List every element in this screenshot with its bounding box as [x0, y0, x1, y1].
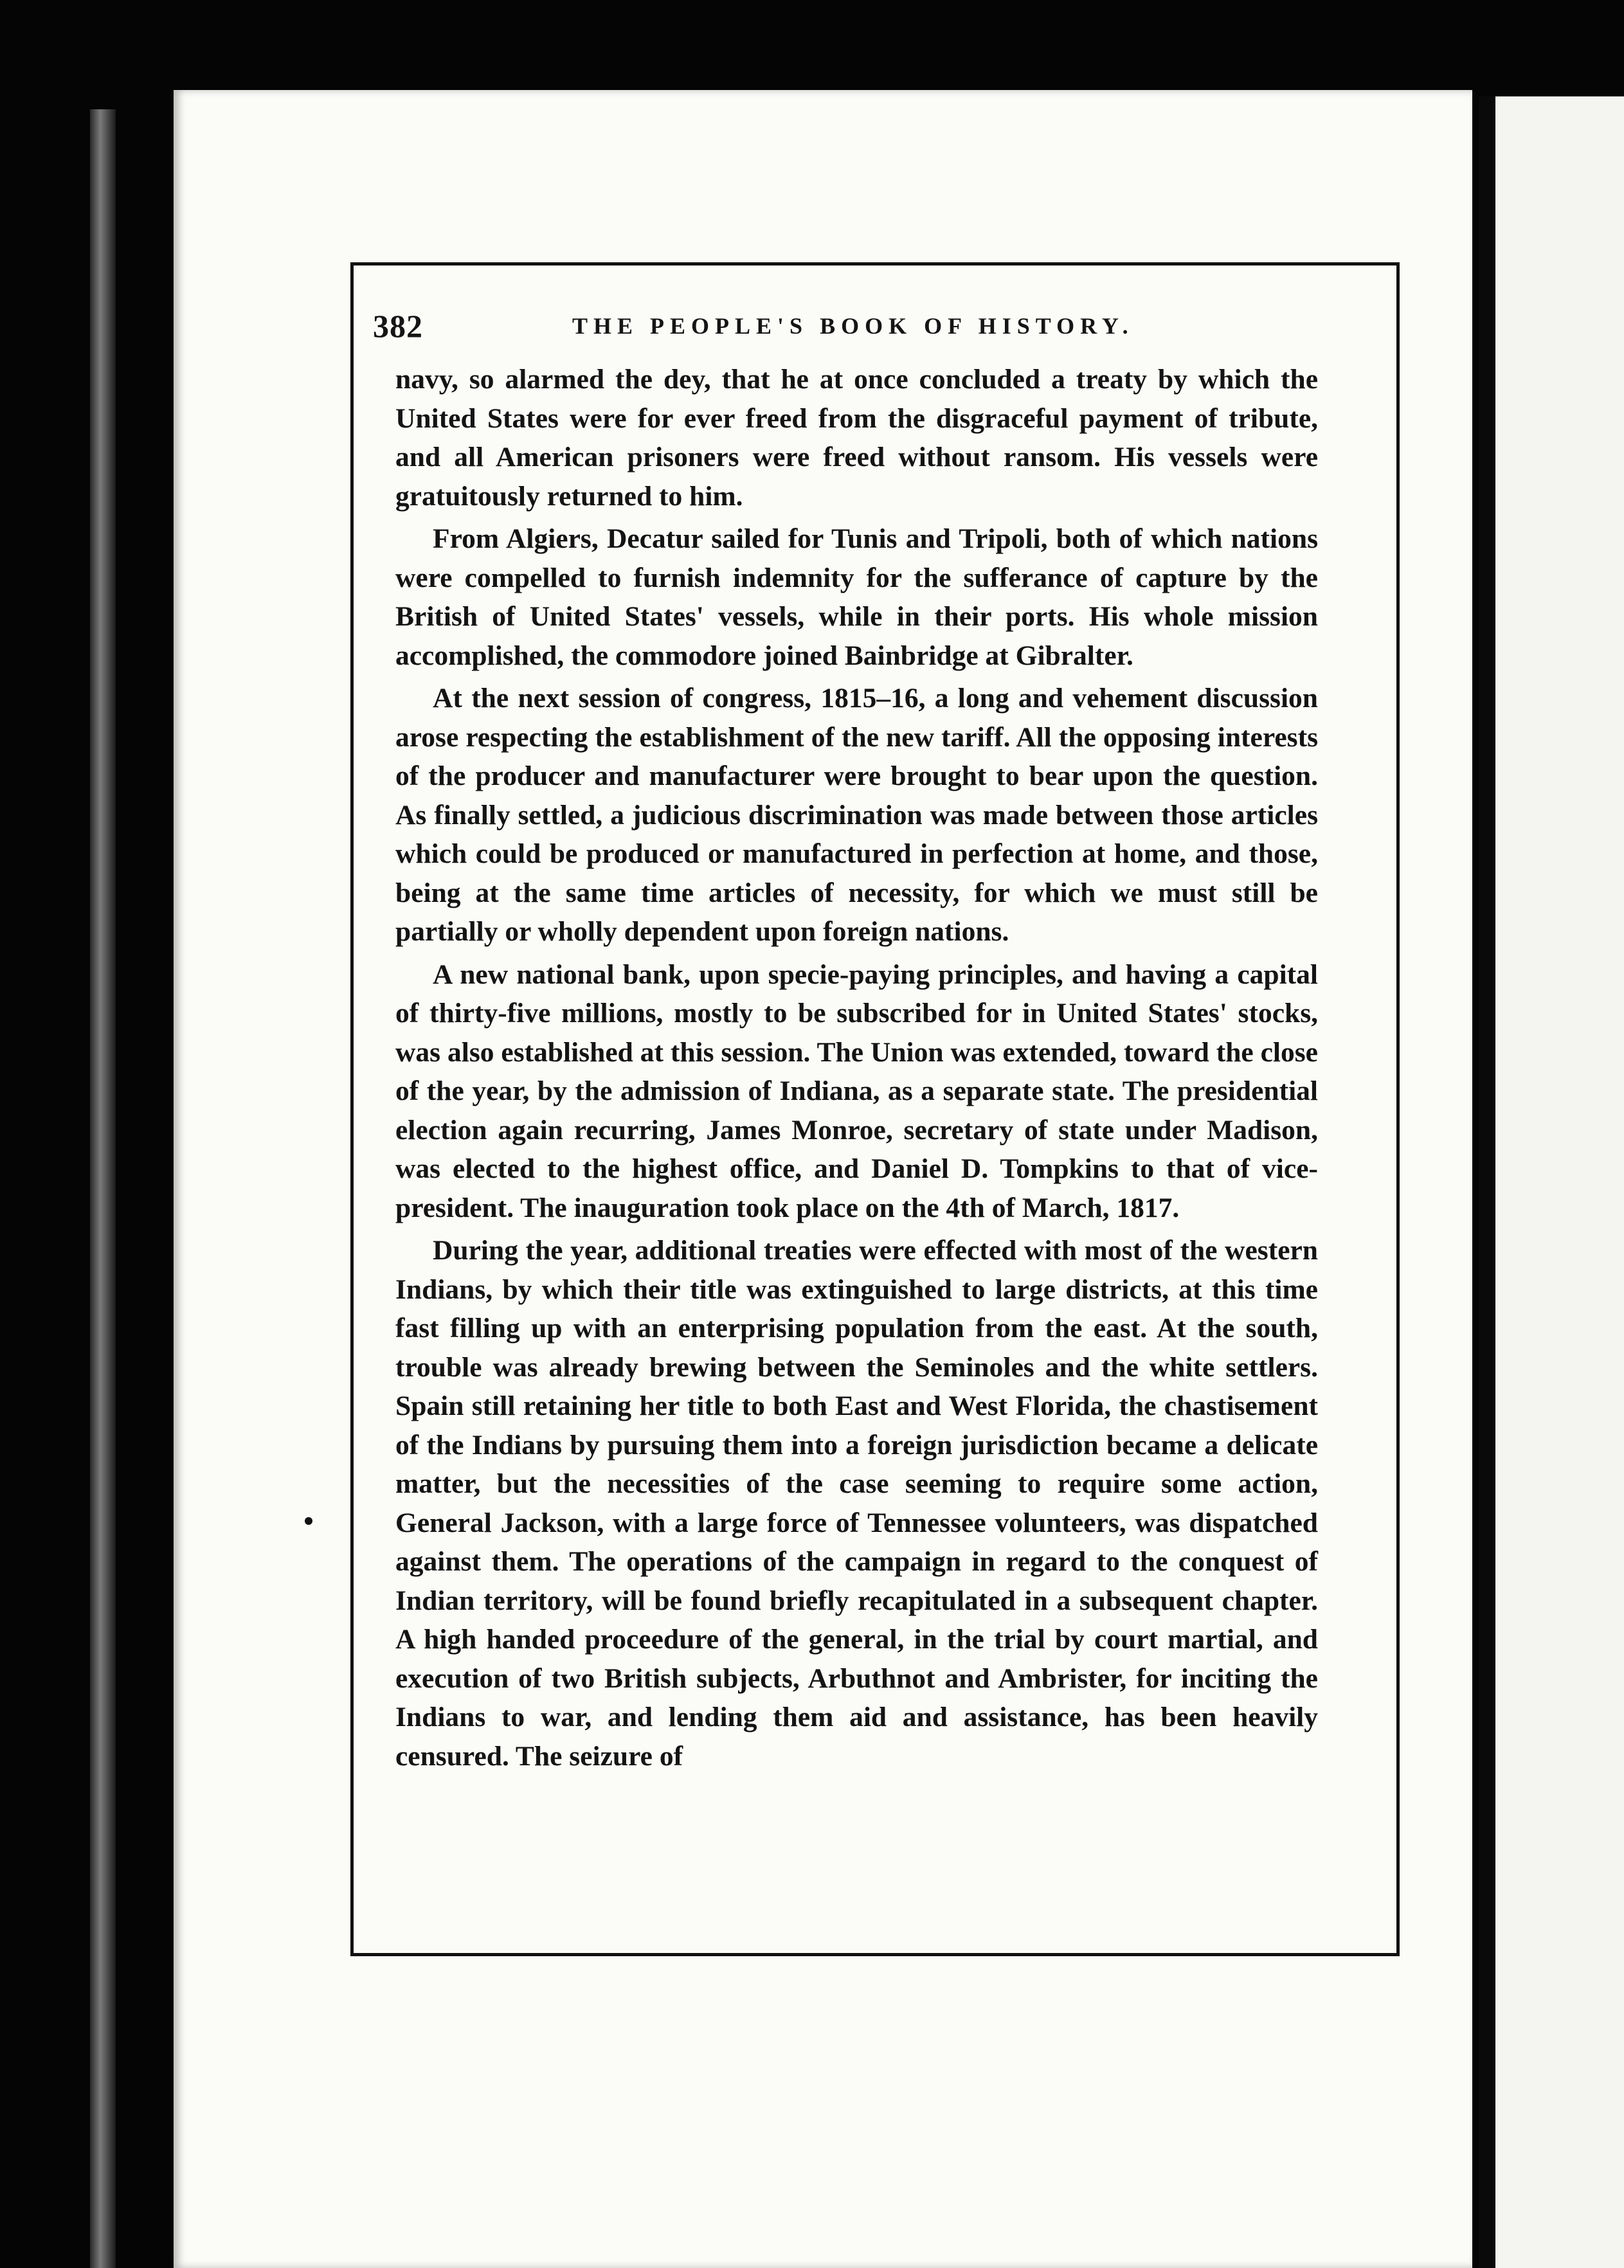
ink-speck — [305, 1517, 312, 1525]
running-title: THE PEOPLE'S BOOK OF HISTORY. — [572, 313, 1134, 339]
paragraph-3: At the next session of congress, 1815–16, a long and vehement discussion arose respecting the establishment of the new tariff. All the opposing interests of the producer and manufacturer were brought to bear upon the question. As finally settled, a judicious discrimination was made between those articles which could be produced or manufactured in perfection at home, and those, being at the same time articles of necessity, for which we must still be partially or wholly dependent upon foreign nations. — [395, 683, 1318, 947]
paragraph-1: navy, so alarmed the dey, that he at once concluded a treaty by which the United States were for ever freed from the disgraceful payment of tribute, and all American prisoners were freed without ransom. His vessels were gratuitously returned to him. — [395, 364, 1318, 512]
page-number: 382 — [373, 308, 423, 344]
paragraph-2: From Algiers, Decatur sailed for Tunis and Tripoli, both of which nations were compelled to furnish indemnity for the sufferance of capture by the British of United States' vessels, while in their ports. His whole mission accomplished, the commodore joined Bainbridge at Gibralter. — [395, 523, 1318, 671]
book-binding-edge — [90, 109, 116, 2268]
body-text — [395, 360, 1318, 1929]
paragraph-4: A new national bank, upon specie-paying principles, and having a capital of thirty-five millions, mostly to be subscribed for in United States' stocks, was also established at this session. The Union was extended, toward the close of the year, by the admission of Indiana, as a separate state. The presidential election again recurring, James Monroe, secretary of state under Madison, was elected to the highest office, and Daniel D. Tompkins to that of vice-president. The inauguration took place on the 4th of March, 1817. — [395, 959, 1318, 1223]
paragraph-5: During the year, additional treaties were effected with most of the western Indians, by which their title was extinguished to large districts, at this time fast filling up with an enterprising population from the east. At the south, trouble was already brewing between the Seminoles and the white settlers. Spain still retaining her title to both East and West Florida, the chastisement of the Indians by pursuing them into a foreign jurisdiction became a delicate matter, but the necessities of the case seeming to require some action, General Jackson, with a large force of Tennessee volunteers, was dispatched against them. The operations of the campaign in regard to the conquest of Indian territory, will be found briefly recapitulated in a subsequent chapter. A high handed proceedure of the general, in the trial by court martial, and execution of two British subjects, Arbuthnot and Ambrister, for inciting the Indians to war, and lending them aid and assistance, has been heavily censured. The seizure of — [395, 1235, 1318, 1772]
page-header — [373, 307, 1331, 359]
facing-page-edge — [1479, 96, 1624, 2268]
